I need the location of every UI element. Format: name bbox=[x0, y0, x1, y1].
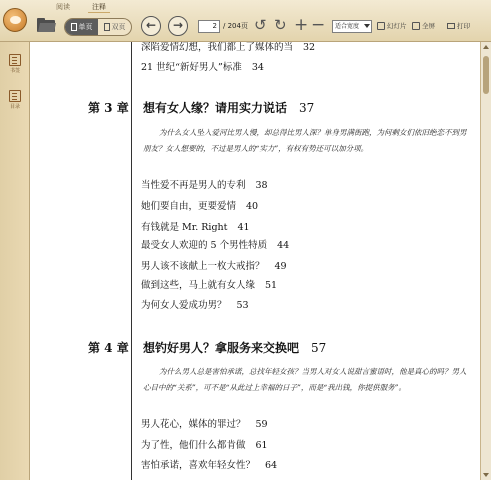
print-label: 打印 bbox=[457, 22, 470, 30]
toc-entry-page: 34 bbox=[251, 62, 264, 73]
toc-entry-text: 有钱就是 Mr. Right bbox=[141, 222, 228, 233]
tab-annotate[interactable]: 注释 bbox=[88, 1, 110, 13]
toc-entry-page: 44 bbox=[277, 240, 290, 251]
toc-icon bbox=[9, 90, 21, 102]
zoom-select[interactable] bbox=[332, 20, 372, 33]
bookmark-icon bbox=[9, 54, 21, 66]
fullscreen-label: 全屏 bbox=[422, 22, 435, 30]
single-page-icon bbox=[71, 23, 77, 31]
sidebar bbox=[0, 42, 30, 480]
app-logo bbox=[3, 8, 27, 32]
toc-entry-page: 49 bbox=[274, 261, 287, 272]
print-icon bbox=[447, 23, 455, 29]
toc-entry-text: 她们要自由，更要爱情 bbox=[141, 201, 237, 212]
toc-entry-page: 32 bbox=[303, 42, 316, 53]
document-page bbox=[30, 42, 480, 480]
toc-entry[interactable] bbox=[141, 261, 287, 273]
toc-entry[interactable] bbox=[141, 62, 264, 74]
toc-entry[interactable] bbox=[141, 419, 268, 431]
toc-entry-text: 害怕承诺，喜欢年轻女性？ bbox=[141, 460, 256, 471]
toc-entry-page: 61 bbox=[255, 440, 268, 451]
toc-entry-page: 40 bbox=[246, 201, 259, 212]
rotate-left-icon[interactable]: ↺ bbox=[254, 16, 267, 34]
chapter-label: 第 4 章 bbox=[88, 341, 129, 355]
toc-entry-text: 为了性，他们什么都肯做 bbox=[141, 440, 246, 451]
rotate-right-icon[interactable]: ↻ bbox=[274, 16, 287, 34]
toc-entry-page: 51 bbox=[265, 280, 278, 291]
toc-entry-page: 41 bbox=[237, 222, 250, 233]
tab-read[interactable]: 阅读 bbox=[56, 3, 70, 11]
toolbar bbox=[0, 0, 491, 42]
page-number-input[interactable]: 2 bbox=[198, 20, 220, 33]
fullscreen-button[interactable] bbox=[412, 20, 435, 32]
toc-entry-page: 59 bbox=[255, 419, 268, 430]
double-page-label: 双页 bbox=[111, 23, 126, 31]
prev-page-button[interactable]: ← bbox=[141, 16, 161, 36]
toc-entry-text: 为何女人爱成功男？ bbox=[141, 300, 227, 311]
chapter-page: 57 bbox=[311, 341, 327, 355]
scroll-down-icon[interactable] bbox=[483, 473, 489, 477]
page-total-label: / 204页 bbox=[223, 22, 248, 30]
toc-entry-text: 当性爱不再是男人的专利 bbox=[141, 180, 246, 191]
toc-entry-text: 男人花心，媒体的罪过？ bbox=[141, 419, 246, 430]
toc-entry-text: 最受女人欢迎的 5 个男性特质 bbox=[141, 240, 268, 251]
toc-entry[interactable] bbox=[141, 300, 249, 312]
slideshow-label: 幻灯片 bbox=[387, 22, 407, 30]
slideshow-icon bbox=[377, 22, 385, 30]
scrollbar-thumb[interactable] bbox=[483, 56, 489, 94]
sidebar-item-label: 书签 bbox=[9, 68, 20, 74]
zoom-in-icon[interactable]: + bbox=[294, 15, 309, 35]
slideshow-button[interactable] bbox=[377, 20, 407, 32]
zoom-select-value: 适合宽度 bbox=[335, 23, 360, 30]
chapter-label: 第 3 章 bbox=[88, 101, 129, 115]
chapter-page: 37 bbox=[299, 101, 315, 115]
open-folder-icon[interactable] bbox=[37, 18, 55, 32]
sidebar-item-label: 目录 bbox=[9, 104, 20, 110]
double-page-icon bbox=[104, 23, 110, 31]
chapter-blurb: 为什么男人总是害怕承诺，总找年轻女孩？当男人对女人说甜言蜜语时，他是真心的吗？男人心目中的“关系”，可不是“从此过上幸福的日子”，而是“我出钱，你提供服务”。 bbox=[143, 367, 467, 392]
view-mode-toggle bbox=[64, 18, 132, 36]
toc-entry[interactable] bbox=[141, 42, 315, 54]
toc-entry-text: 做到这些，马上就有女人缘 bbox=[141, 280, 256, 291]
toc-entry[interactable] bbox=[141, 222, 250, 234]
chapter-title-text: 想有女人缘？请用实力说话 bbox=[143, 101, 288, 115]
toc-entry[interactable] bbox=[141, 440, 268, 452]
toc-entry[interactable] bbox=[141, 280, 277, 292]
toc-entry-text: 21 世纪“新好男人”标准 bbox=[141, 62, 242, 73]
chapter-title-text: 想钓好男人？拿服务来交换吧 bbox=[143, 341, 300, 355]
sidebar-item-toc[interactable] bbox=[4, 90, 26, 110]
menu-tabs bbox=[52, 1, 110, 13]
chapter-title[interactable] bbox=[143, 339, 326, 356]
toc-entry-text: 男人该不该献上一枚大戒指？ bbox=[141, 261, 265, 272]
sidebar-item-bookmarks[interactable] bbox=[4, 54, 26, 74]
fullscreen-icon bbox=[412, 22, 420, 30]
margin-divider bbox=[131, 42, 132, 480]
toc-entry[interactable] bbox=[141, 201, 258, 213]
toc-entry-page: 64 bbox=[265, 460, 278, 471]
toc-entry-text: 深陷爱情幻想，我们都上了媒体的当 bbox=[141, 42, 294, 53]
toc-entry[interactable] bbox=[141, 460, 277, 472]
vertical-scrollbar[interactable] bbox=[480, 42, 491, 480]
toc-entry-page: 38 bbox=[255, 180, 268, 191]
single-page-button[interactable] bbox=[65, 19, 98, 35]
double-page-button[interactable] bbox=[98, 19, 131, 35]
toc-entry[interactable] bbox=[141, 180, 268, 192]
single-page-label: 单页 bbox=[78, 23, 93, 31]
chapter-blurb: 为什么女人坠入爱河比男人慢，却总得比男人深？单身男满街跑，为何剩女们依旧绝恋不到男朋友？女人想要的，不过是男人的“实力”，有权有势还可以加分项。 bbox=[143, 128, 467, 153]
print-button[interactable] bbox=[447, 20, 470, 32]
chevron-down-icon bbox=[364, 24, 370, 28]
toc-entry[interactable] bbox=[141, 240, 289, 252]
chapter-title[interactable] bbox=[143, 99, 314, 116]
zoom-out-icon[interactable]: − bbox=[311, 15, 326, 35]
scroll-up-icon[interactable] bbox=[483, 45, 489, 49]
toc-entry-page: 53 bbox=[236, 300, 249, 311]
next-page-button[interactable]: → bbox=[168, 16, 188, 36]
